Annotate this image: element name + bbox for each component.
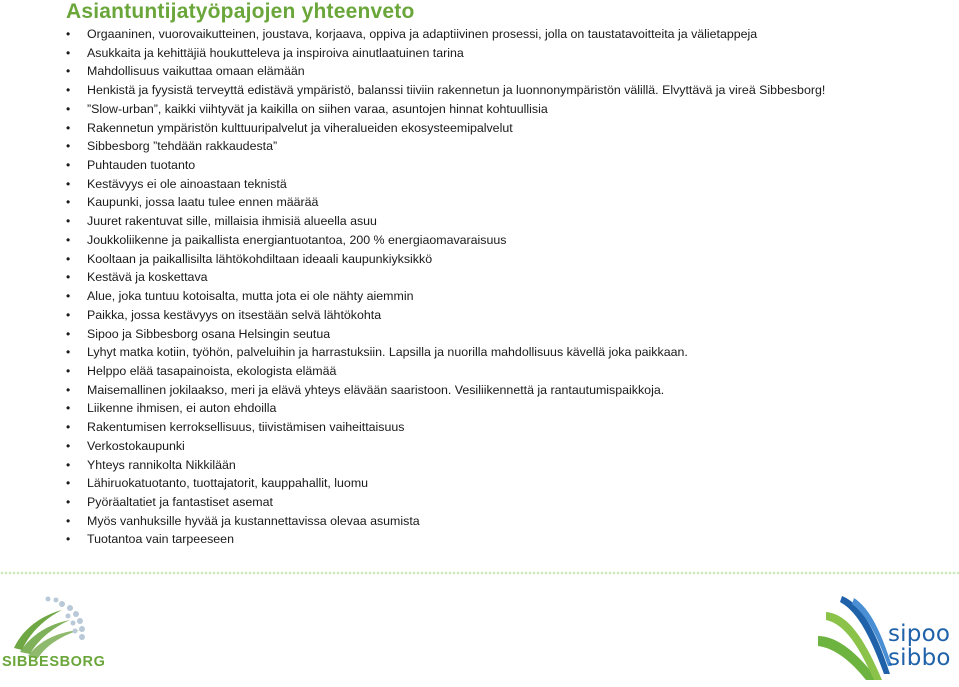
list-item: • Sibbesborg ”tehdään rakkaudesta”	[66, 137, 946, 156]
list-item: • Alue, joka tuntuu kotoisalta, mutta jota ei ole nähty aiemmin	[66, 287, 946, 306]
list-item: • Verkostokaupunki	[66, 437, 946, 456]
list-item: • Kestävyys ei ole ainoastaan teknistä	[66, 175, 946, 194]
list-item: • Lähiruokatuotanto, tuottajatorit, kauppahallit, luomu	[66, 474, 946, 493]
sipoo-logo-line2: sibbo	[888, 645, 951, 671]
list-item: • Juuret rakentuvat sille, millaisia ihmisiä alueella asuu	[66, 212, 946, 231]
list-item: • Sipoo ja Sibbesborg osana Helsingin seutua	[66, 325, 946, 344]
list-item: • Kestävä ja koskettava	[66, 268, 946, 287]
sibbesborg-logo-text: SIBBESBORG	[2, 654, 106, 670]
list-item: • Tuotantoa vain tarpeeseen	[66, 530, 946, 549]
list-item: • Kooltaan ja paikallisilta lähtökohdiltaan ideaali kaupunkiyksikkö	[66, 250, 946, 269]
list-item: • Pyöräaltatiet ja fantastiset asemat	[66, 493, 946, 512]
list-item: • Maisemallinen jokilaakso, meri ja elävä yhteys elävään saaristoon. Vesiliikennettä ja rantautumispaikkoja.	[66, 381, 946, 400]
list-item: • Mahdollisuus vaikuttaa omaan elämään	[66, 62, 946, 81]
list-item: • Kaupunki, jossa laatu tulee ennen määrää	[66, 193, 946, 212]
list-item: • Puhtauden tuotanto	[66, 156, 946, 175]
list-item: • Henkistä ja fyysistä terveyttä edistävä ympäristö, balanssi tiiviin rakennetun ja luonnonympäristön välillä. Elvyttävä ja vireä Sibbesborg!	[66, 81, 946, 100]
list-item: • Helppo elää tasapainoista, ekologista elämää	[66, 362, 946, 381]
list-item: • Asukkaita ja kehittäjiä houkutteleva ja inspiroiva ainutlaatuinen tarina	[66, 44, 946, 63]
summary-list	[66, 25, 946, 549]
sipoo-logo-text	[888, 622, 951, 670]
list-item: • Orgaaninen, vuorovaikutteinen, joustava, korjaava, oppiva ja adaptiivinen prosessi, jolla on taustatavoitteita ja välietappeja	[66, 25, 946, 44]
list-item: • Yhteys rannikolta Nikkilään	[66, 456, 946, 475]
sipoo-logo-line1: sipoo	[888, 621, 951, 647]
dotted-divider	[0, 571, 959, 575]
list-item: • Myös vanhuksille hyvää ja kustannettavissa olevaa asumista	[66, 512, 946, 531]
list-item: • Rakentumisen kerroksellisuus, tiivistämisen vaiheittaisuus	[66, 418, 946, 437]
list-item: • Paikka, jossa kestävyys on itsestään selvä lähtökohta	[66, 306, 946, 325]
list-item: • Joukkoliikenne ja paikallista energiantuotantoa, 200 % energiaomavaraisuus	[66, 231, 946, 250]
page-title: Asiantuntijatyöpajojen yhteenveto	[66, 0, 415, 23]
list-item: • ”Slow-urban”, kaikki viihtyvät ja kaikilla on siihen varaa, asuntojen hinnat kohtuullisia	[66, 100, 946, 119]
list-item: • Lyhyt matka kotiin, työhön, palveluihin ja harrastuksiin. Lapsilla ja nuorilla mahdollisuus kävellä joka paikkaan.	[66, 343, 946, 362]
list-item: • Liikenne ihmisen, ei auton ehdoilla	[66, 399, 946, 418]
list-item: • Rakennetun ympäristön kulttuuripalvelut ja viheralueiden ekosysteemipalvelut	[66, 119, 946, 138]
